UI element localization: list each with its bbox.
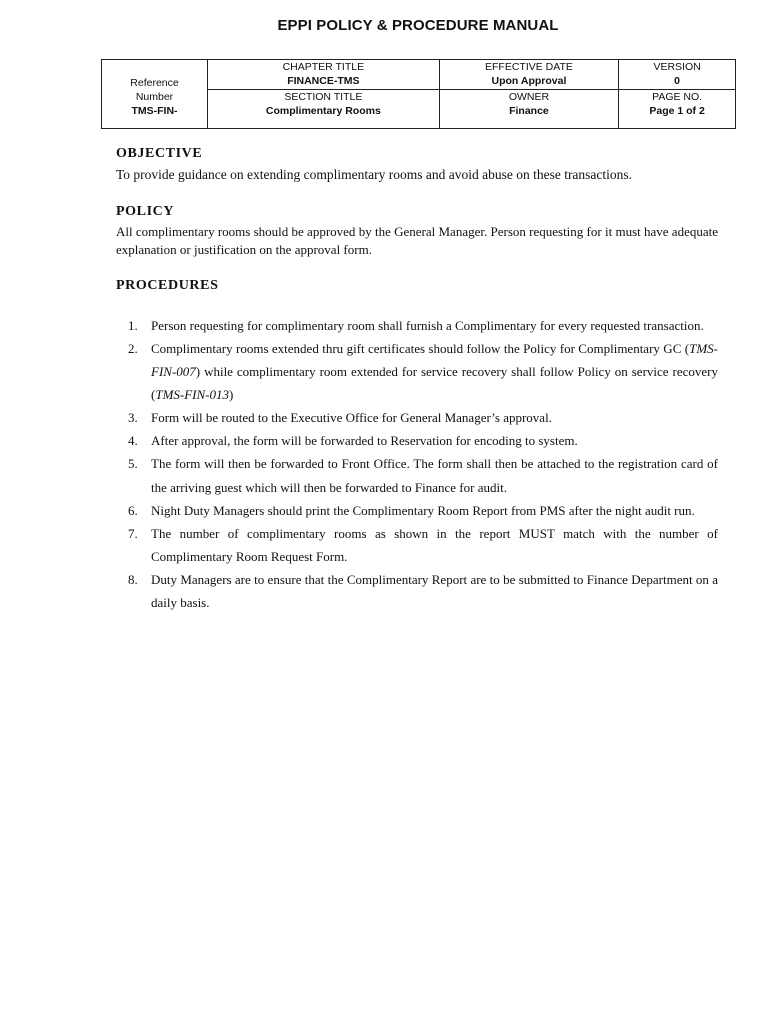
procedure-item (116, 522, 718, 568)
version-label: VERSION (653, 61, 701, 73)
chapter-title-label: CHAPTER TITLE (282, 61, 365, 73)
procedure-text: Night Duty Managers should print the Complimentary Room Report from PMS after the night audit run. (151, 503, 695, 518)
objective-text: To provide guidance on extending complimentary rooms and avoid abuse on these transactions. (116, 167, 633, 182)
procedure-item (116, 337, 718, 406)
page-number-label: PAGE NO. (652, 91, 703, 103)
effective-date-label: EFFECTIVE DATE (484, 61, 573, 73)
version-value: 0 (674, 75, 681, 87)
policy-heading: POLICY (116, 204, 175, 219)
procedure-text-part: Complimentary rooms extended thru gift certificates should follow the Policy for Complimentary GC ( (151, 341, 690, 356)
procedure-text: Form will be routed to the Executive Office for General Manager’s approval. (151, 410, 552, 425)
effective-date-cell (439, 60, 618, 90)
chapter-title-value: FINANCE-TMS (287, 75, 360, 87)
section-title-cell (208, 90, 440, 129)
procedure-text: Person requesting for complimentary room shall furnish a Complimentary for every requested transaction. (151, 318, 704, 333)
effective-date-value: Upon Approval (491, 75, 567, 87)
procedure-text: The form will then be forwarded to Front Office. The form shall then be attached to the registration card of the arriving guest which will then be forwarded to Finance for audit. (151, 456, 718, 495)
document-header-table (101, 59, 736, 129)
version-cell (619, 60, 736, 90)
procedure-number: 5. (128, 456, 138, 471)
procedure-number: 3. (128, 410, 138, 425)
owner-label: OWNER (508, 91, 550, 103)
procedure-number: 2. (128, 341, 138, 356)
procedure-number: 4. (128, 433, 138, 448)
procedure-text-part: ) (229, 387, 234, 402)
procedure-text: Duty Managers are to ensure that the Complimentary Report are to be submitted to Finance Department on a daily basis. (151, 572, 718, 610)
section-title-label: SECTION TITLE (284, 91, 363, 103)
procedure-text: After approval, the form will be forwarded to Reservation for encoding to system. (151, 433, 578, 448)
procedure-number: 6. (128, 503, 138, 518)
reference-number-cell (102, 60, 208, 129)
procedure-item (116, 499, 718, 522)
procedure-text-part: ) while complimentary room extended for service recovery shall follow Policy on service recovery ( (151, 364, 718, 402)
owner-cell (439, 90, 618, 129)
procedure-text: The number of complimentary rooms as shown in the report MUST match with the number of Complimentary Room Request Form. (151, 526, 718, 564)
procedure-item (116, 429, 718, 452)
reference-label-2: Number (135, 91, 174, 103)
manual-title: EPPI POLICY & PROCEDURE MANUAL (277, 17, 559, 34)
procedure-reference-code: TMS-FIN-013 (155, 387, 230, 402)
procedure-item (116, 568, 718, 614)
procedure-item (116, 406, 718, 429)
procedure-item (116, 314, 718, 337)
header-row-top (102, 60, 736, 90)
procedure-number: 8. (128, 572, 138, 587)
owner-value: Finance (509, 105, 549, 117)
procedure-reference-code: TMS-FIN-007 (151, 341, 718, 379)
procedure-item (116, 452, 718, 499)
chapter-title-cell (208, 60, 440, 90)
procedures-list (116, 314, 718, 614)
policy-text: All complimentary rooms should be approved by the General Manager. Person requesting for it must have adequate explanation or justification on the approval form. (116, 224, 718, 257)
page-number-cell (619, 90, 736, 129)
reference-label-1: Reference (130, 77, 179, 89)
page-number-value: Page 1 of 2 (649, 105, 705, 117)
objective-heading: OBJECTIVE (116, 146, 203, 161)
reference-value: TMS-FIN- (131, 105, 178, 117)
procedure-number: 1. (128, 318, 138, 333)
section-title-value: Complimentary Rooms (265, 105, 381, 117)
procedures-heading: PROCEDURES (116, 278, 219, 293)
procedure-number: 7. (128, 526, 138, 541)
